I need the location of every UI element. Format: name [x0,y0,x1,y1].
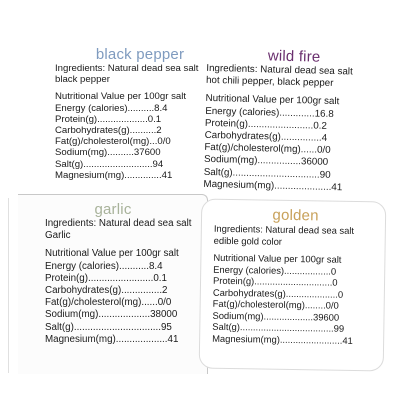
nutrition-row: Magnesium(mg)........................41 [212,332,353,346]
panel-lines [203,63,381,195]
nutrition-row: Magnesium(mg).....................41 [203,178,343,194]
nutrition-row: Magnesium(mg)..............41 [55,169,173,181]
nutrition-row: Fat(g)/cholesterol(mg)...0/0 [55,136,171,148]
nutrition-row: Carbohydrates(g)..........2 [55,125,162,137]
nutrition-row: Fat(g)/cholesterol(mg)......0/0 [45,297,172,309]
nutrition-row: Energy (calories)...........8.4 [45,260,163,272]
ingredients-line: Ingredients: Natural dead sea salt [55,63,199,74]
panel-title: garlic [94,201,132,218]
ingredients-line: Ingredients: Natural dead sea salt [206,62,353,78]
nutrition-row: Protein(g)........................0.2 [204,117,328,132]
nutrition-row: Protein(g)...................0.1 [55,113,162,125]
panel-lines [55,63,205,181]
nutrition-row: Energy (calories)..........8.4 [55,102,168,114]
nutrition-heading: Nutritional Value per 100gr salt [205,93,340,108]
panel-title: golden [272,206,319,225]
ingredients-line: Garlic [45,230,71,242]
nutrition-row: Protein(g)........................0.1 [45,272,167,284]
nutrition-row: Sodium(mg)..........37600 [55,147,161,159]
nutrition-row: Energy (calories)..................0 [213,263,337,277]
label-panel-garlic [18,194,208,374]
nutrition-row: Sodium(mg)...................38000 [45,309,178,321]
nutrition-heading: Nutritional Value per 100gr salt [213,251,342,265]
nutrition-heading: Nutritional Value per 100gr salt [55,91,187,103]
ingredients-line: hot chili pepper, black pepper [205,75,334,90]
nutrition-row: Carbohydrates(g)....................0 [212,286,344,300]
nutrition-row: Carbohydrates(g)...............4 [204,129,328,144]
nutrition-row: Salt(g)................................95 [45,321,172,333]
ingredients-line: Ingredients: Natural dead sea salt [45,218,192,229]
ingredients-line: Ingredients: Natural dead sea salt [213,222,355,236]
nutrition-row: Fat(g)/cholesterol(mg)......0/0 [204,142,331,157]
panel-title: black pepper [95,46,185,63]
nutrition-row: Salt(g)....................................99 [212,320,345,334]
ingredients-line: black pepper [55,74,110,86]
nutrition-row: Sodium(mg)................36000 [203,154,329,169]
nutrition-row: Energy (calories).............16.8 [205,105,334,120]
nutrition-row: Salt(g)..........................94 [55,158,164,170]
panel-lines [45,218,201,346]
panel-title: wild fire [267,47,321,66]
nutrition-row: Salt(g)................................90 [203,166,331,181]
nutrition-row: Magnesium(mg)...................41 [45,333,179,345]
panel-lines [212,223,377,347]
nutrition-row: Protein(g)..............................0 [212,274,338,288]
nutrition-row: Fat(g)/cholesterol(mg)........0/0 [212,297,339,311]
ingredients-line: edible gold color [213,234,283,247]
nutrition-heading: Nutritional Value per 100gr salt [45,248,179,260]
nutrition-row: Carbohydrates(g)...............2 [45,285,168,297]
label-panel-wild-fire [203,46,382,200]
label-panel-black-pepper [55,46,205,186]
nutrition-row: Sodium(mg)...................39600 [212,309,340,323]
label-panel-golden [199,199,387,372]
